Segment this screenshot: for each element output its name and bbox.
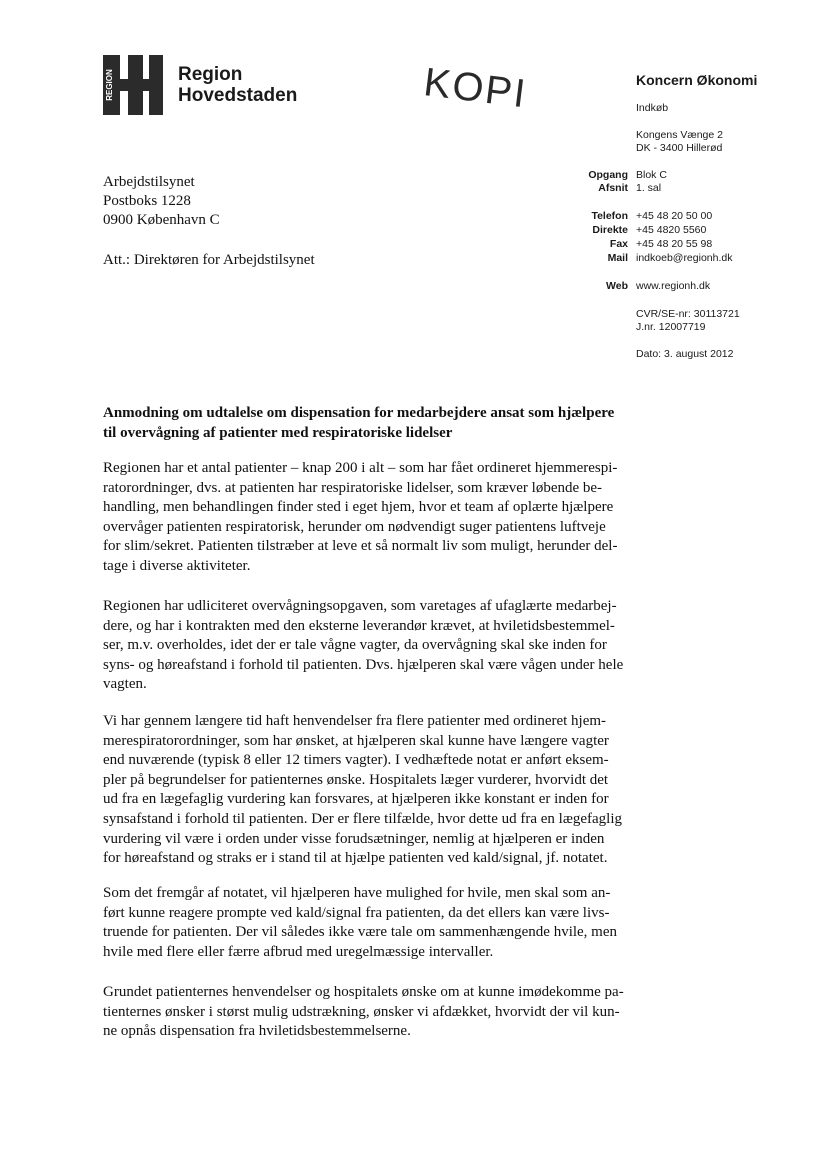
organization-name [178, 64, 297, 106]
paragraph-line: Regionen har udliciteret overvågningsopgaven, som varetages af ufaglærte medarbej- [103, 598, 617, 614]
opgang-value: Blok C [636, 169, 667, 181]
paragraph-line: vurdering vil være i orden under visse forudsætninger, nemlig at hjælperen er inden [103, 830, 605, 847]
afsnit-label: Afsnit [598, 182, 628, 194]
paragraph-line: overvåger patienten respiratorisk, herunder om nødvendigt suger patientens luftveje [103, 518, 606, 535]
fax-label: Fax [609, 238, 628, 250]
paragraph-line: end nuværende (typisk 8 eller 12 timers vagter). I vedhæftede notat er anført eksem- [103, 752, 609, 769]
opgang-label: Opgang [588, 169, 628, 181]
org-name-line1: Region [178, 64, 243, 85]
telefon-value: +45 48 20 50 00 [636, 210, 713, 222]
afsnit-value: 1. sal [636, 182, 662, 194]
journal-number: J.nr. 12007719 [636, 321, 706, 333]
paragraph-line: ne opnås dispensation fra hviletidsbestemmelserne. [103, 1023, 411, 1040]
org-name-line2: Hovedstaden [178, 85, 298, 106]
recipient-line1: Arbejdstilsynet [103, 174, 195, 190]
mail-label: Mail [607, 252, 628, 264]
copy-stamp: KOPI [421, 60, 530, 117]
logo-vertical-text: REGION [105, 69, 114, 101]
letter-subject [103, 403, 623, 443]
attention-line: Att.: Direktøren for Arbejdstilsynet [103, 252, 315, 268]
telefon-label: Telefon [591, 210, 628, 222]
paragraph-line: for slim/sekret. Patienten tilstræber at leve et så normalt liv som muligt, herunder del- [103, 538, 618, 555]
direkte-label: Direkte [592, 224, 628, 236]
paragraph-line: Vi har gennem længere tid haft henvendelser fra flere patienter med ordineret hjem- [103, 713, 607, 729]
recipient-line3: 0900 København C [103, 212, 220, 228]
web-label: Web [606, 280, 628, 292]
letter-date: Dato: 3. august 2012 [636, 348, 734, 360]
fax-value: +45 48 20 55 98 [636, 238, 713, 250]
paragraph-line: ratorordninger, dvs. at patienten har respiratoriske lidelser, som kræver løbende be- [103, 479, 603, 496]
region-hovedstaden-logo [103, 55, 163, 115]
paragraph-line: ført kunne reagere prompte ved kald/signal fra patienten, da det ellers kan være livs- [103, 904, 610, 921]
cvr-number: CVR/SE-nr: 30113721 [636, 308, 740, 320]
paragraph-line: Regionen har et antal patienter – knap 200 i alt – som har fået ordineret hjemmerespi- [103, 460, 618, 476]
paragraph-line: handling, men behandlingen finder sted i eget hjem, hvor et team af oplærte hjælpere [103, 499, 614, 516]
recipient-line2: Postboks 1228 [103, 193, 191, 209]
mail-value: indkoeb@regionh.dk [636, 252, 733, 264]
sender-address-line2: DK - 3400 Hillerød [636, 142, 723, 154]
paragraph-line: vagten. [103, 676, 147, 693]
body-paragraph-1 [103, 459, 625, 577]
paragraph-line: for høreafstand og straks er i stand til at hjælpe patienten ved kald/signal, jf. notatet. [103, 850, 608, 867]
paragraph-line: ud fra en lægefaglig vurdering kan forsvares, at hjælperen ikke konstant er inden for [103, 791, 609, 808]
recipient-address [103, 173, 220, 230]
paragraph-line: tienternes ønsker i størst mulig udstrækning, ønsker vi afdækket, hvorvidt der vil kun- [103, 1003, 620, 1020]
paragraph-line: ser, m.v. overholdes, idet der er tale vågne vagter, da overvågning skal ske inden for [103, 637, 607, 654]
paragraph-line: Som det fremgår af notatet, vil hjælperen have mulighed for hvile, men skal som an- [103, 885, 611, 901]
direkte-value: +45 4820 5560 [636, 224, 707, 236]
body-paragraph-3 [103, 712, 625, 869]
sender-unit: Indkøb [636, 102, 669, 114]
paragraph-line: Grundet patienternes henvendelser og hospitalets ønske om at kunne imødekomme pa- [103, 984, 624, 1000]
body-paragraph-5 [103, 983, 625, 1042]
web-value: www.regionh.dk [636, 280, 711, 292]
paragraph-line: syns- og høreafstand i forhold til patienten. Dvs. hjælperen skal være vågen under hele [103, 656, 624, 673]
subject-line2: til overvågning af patienter med respiratoriske lidelser [103, 425, 453, 441]
paragraph-line: pler på begrundelser for patienternes ønske. Hospitalets læger vurderer, hvorvidt det [103, 771, 609, 788]
body-paragraph-4 [103, 884, 625, 962]
paragraph-line: truende for patienten. Der vil således ikke være tale om sammenhængende hvile, men [103, 924, 618, 941]
subject-line1: Anmodning om udtalelse om dispensation for medarbejdere ansat som hjælpere [103, 405, 615, 421]
paragraph-line: hvile med flere eller færre afbrud med uregelmæssige intervaller. [103, 943, 494, 960]
paragraph-line: synsafstand i forhold til patienten. Der er flere tilfælde, hvor dette ud fra en lægefaglig [103, 810, 623, 827]
paragraph-line: dere, og har i kontrakten med den eksterne leverandør krævet, at hviletidsbestemmel- [103, 617, 615, 634]
sender-address-line1: Kongens Vænge 2 [636, 129, 723, 141]
body-paragraph-2 [103, 597, 625, 695]
paragraph-line: tage i diverse aktiviteter. [103, 557, 251, 574]
sender-department: Koncern Økonomi [636, 72, 758, 88]
paragraph-line: merespiratorordninger, som har ønsket, at hjælperen skal kunne have længere vagter [103, 732, 609, 749]
